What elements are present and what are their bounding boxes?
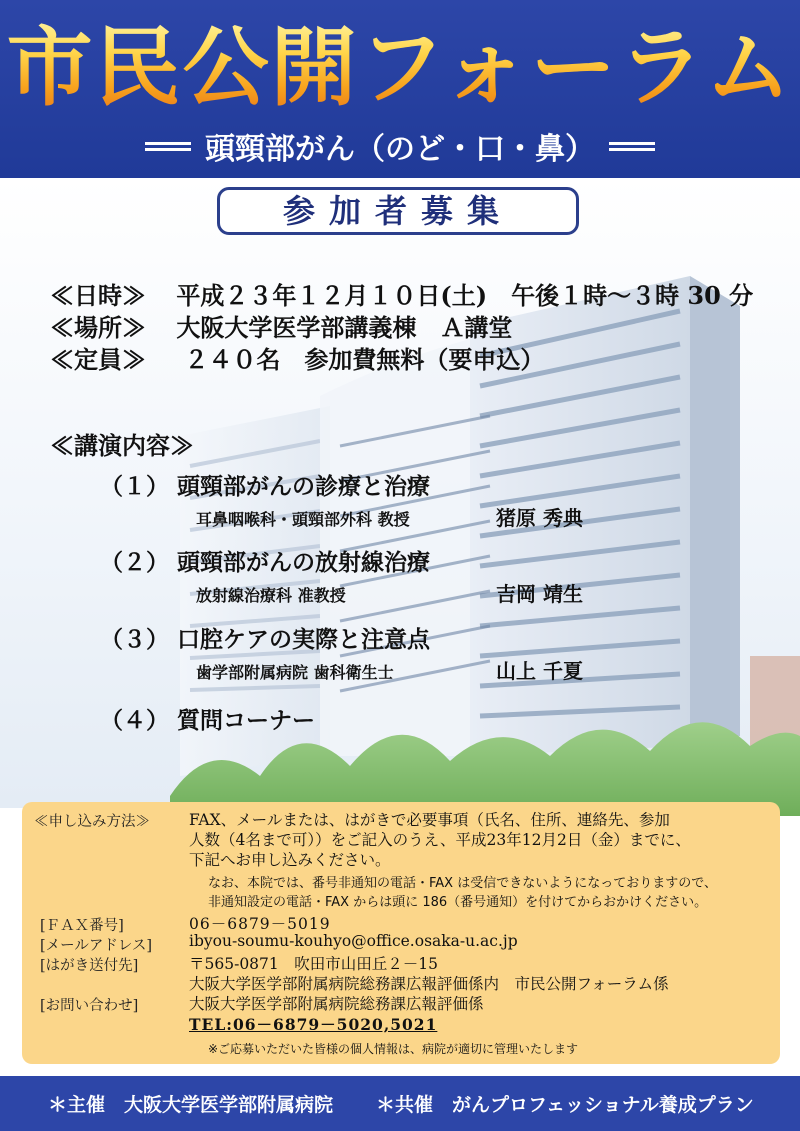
organizer: ＊主催 大阪大学医学部附属病院 — [48, 1094, 334, 1116]
lecture-number: （２） — [100, 549, 169, 576]
place-row — [50, 308, 512, 343]
privacy-note: ※ご応募いただいた皆様の個人情報は、病院が適切に管理いたします — [208, 1042, 579, 1056]
recruitment-badge: 参加者募集 — [217, 187, 579, 235]
lecture-speaker: 吉岡 靖生 — [496, 582, 583, 606]
application-info-box — [22, 802, 780, 1064]
footer-band — [0, 1076, 800, 1131]
lecture-affiliation: 放射線治療科 准教授 — [196, 586, 346, 605]
forum-title: 市民公開フォーラム — [0, 18, 800, 118]
postcard-label: [はがき送付先] — [40, 958, 139, 974]
date-value: 平成２３年１２月１０日(土) 午後１時～３時 30 分 — [176, 281, 754, 310]
method-text-line: 下記へお申し込みください。 — [189, 851, 391, 869]
fax-label: [ＦＡＸ番号] — [40, 918, 124, 934]
lecture-title: 頭頸部がんの診療と治療 — [177, 473, 431, 500]
email-address[interactable]: ibyou-soumu-kouhyo@office.osaka-u.ac.jp — [189, 932, 518, 950]
caller-id-note: 非通知設定の電話・FAX からは頭に 186（番号通知）を付けてからおかけください。 — [208, 895, 708, 910]
double-rule-right — [609, 142, 655, 151]
contact-office: 大阪大学医学部附属病院総務課広報評価係 — [189, 995, 484, 1013]
contact-phone: TEL:06－6879－5020,5021 — [189, 1015, 438, 1034]
lecture-item — [100, 621, 430, 654]
lecture-affiliation: 歯学部附属病院 歯科衛生士 — [196, 663, 394, 682]
lecture-item — [100, 702, 315, 735]
date-label: ≪日時≫ — [50, 281, 146, 310]
lecture-number: （１） — [100, 473, 169, 500]
lectures-heading: ≪講演内容≫ — [50, 431, 194, 460]
capacity-label: ≪定員≫ — [50, 345, 146, 374]
caller-id-note: なお、本院では、番号非通知の電話・FAX は受信できないようになっておりますので、 — [208, 876, 717, 891]
postal-recipient: 大阪大学医学部附属病院総務課広報評価係内 市民公開フォーラム係 — [189, 975, 669, 993]
lecture-affiliation: 耳鼻咽喉科・頭頸部外科 教授 — [196, 510, 410, 529]
lecture-number: （４） — [100, 707, 169, 734]
place-label: ≪場所≫ — [50, 313, 146, 342]
lecture-item — [100, 468, 430, 501]
double-rule-left — [145, 142, 191, 151]
method-label: ≪申し込み方法≫ — [34, 814, 150, 830]
lecture-title: 質問コーナー — [177, 707, 316, 734]
place-value: 大阪大学医学部講義棟 Ａ講堂 — [176, 313, 513, 342]
lecture-speaker: 山上 千夏 — [496, 659, 583, 683]
co-organizer: ＊共催 がんプロフェッショナル養成プラン — [376, 1094, 754, 1116]
lecture-number: （３） — [100, 626, 169, 653]
capacity-row — [50, 340, 544, 375]
lecture-item — [100, 544, 430, 577]
contact-label: [お問い合わせ] — [40, 998, 139, 1014]
method-text-line: 人数（4名まで可））をご記入のうえ、平成23年12月2日（金）までに、 — [189, 831, 691, 849]
lecture-title: 口腔ケアの実際と注意点 — [177, 626, 431, 653]
forum-subtitle: 頭頸部がん（のど・口・鼻） — [205, 132, 595, 167]
lecture-speaker: 猪原 秀典 — [496, 506, 583, 530]
method-text-line: FAX、メールまたは、はがきで必要事項（氏名、住所、連絡先、参加 — [189, 811, 670, 829]
header-band — [0, 0, 800, 178]
date-row — [50, 276, 753, 311]
fax-number: 06－6879－5019 — [189, 915, 331, 933]
capacity-value: ２４０名 参加費無料（要申込） — [184, 345, 545, 374]
postal-address: 〒565-0871 吹田市山田丘２－15 — [189, 955, 438, 973]
email-label: [メールアドレス] — [40, 938, 153, 954]
forum-subtitle-row — [0, 126, 800, 166]
lecture-title: 頭頸部がんの放射線治療 — [177, 549, 431, 576]
